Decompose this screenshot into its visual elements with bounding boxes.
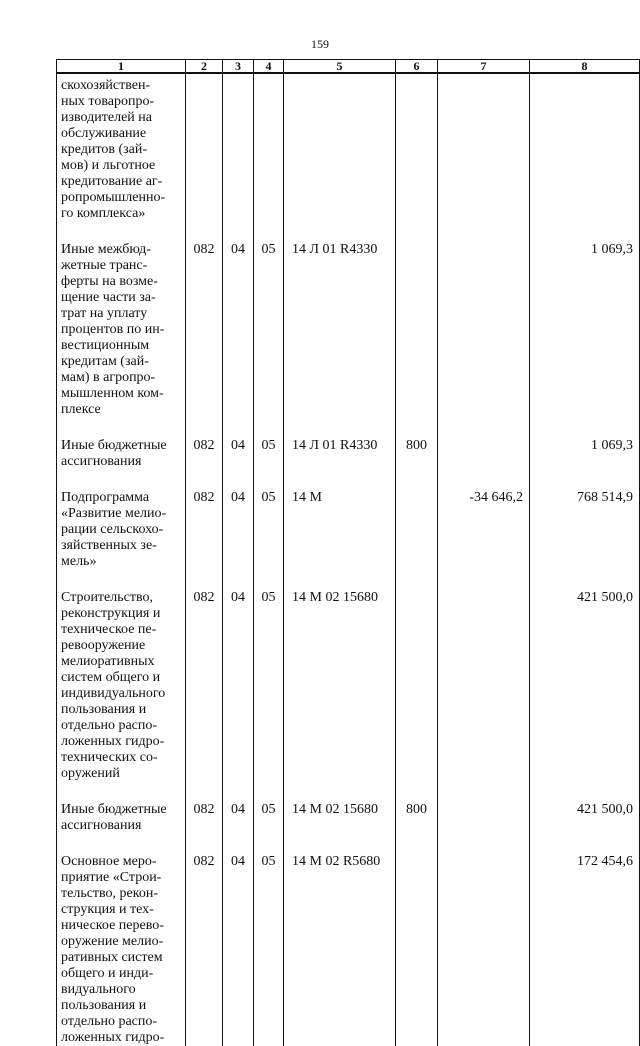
row-name: Строительство, реконструкция и техническое пе- ревооружение мелиоративных систем общего и индивидуального пользования и отдельно распо- ложенных гидро- технических со- оружений [57, 590, 186, 782]
table-row [57, 242, 640, 418]
table-row [57, 590, 640, 782]
header-col-2: 2 [186, 60, 223, 74]
row-spacer [57, 570, 640, 590]
row-csr: 14 Л 01 R4330 [284, 438, 396, 470]
row-change [438, 590, 530, 782]
header-col-7: 7 [438, 60, 530, 74]
row-grbs: 082 [186, 490, 223, 570]
row-rz: 04 [223, 802, 254, 834]
row-name: скохозяйствен- ных товаропро- изводителей на обслуживание кредитов (зай- мов) и льготное кредитование аг- ропромышленно- го комплекса» [57, 73, 186, 222]
row-csr [284, 73, 396, 222]
row-rz: 04 [223, 438, 254, 470]
row-csr: 14 М 02 15680 [284, 590, 396, 782]
row-pr: 05 [254, 802, 284, 834]
row-spacer [57, 470, 640, 490]
row-total [530, 73, 640, 222]
row-total: 1 069,3 [530, 242, 640, 418]
row-total: 1 069,3 [530, 438, 640, 470]
row-name: Основное меро- приятие «Строи- тельство, рекон- струкция и тех- ническое перево- оружение мелио- ративных систем общего и инди- видуального пользования и отдельно распо- ложенных гидро- [57, 854, 186, 1046]
row-pr: 05 [254, 490, 284, 570]
header-col-8: 8 [530, 60, 640, 74]
row-grbs: 082 [186, 242, 223, 418]
page-number: 159 [311, 37, 329, 51]
row-name: Подпрограмма «Развитие мелио- рации сельскохо- зяйственных зе- мель» [57, 490, 186, 570]
row-name: Иные межбюд- жетные транс- ферты на возме- щение части за- трат на уплату процентов по ин- вестиционным кредитам (зай- мам) в агропро- мышленном ком- плексе [57, 242, 186, 418]
row-grbs: 082 [186, 802, 223, 834]
row-pr: 05 [254, 590, 284, 782]
table-row [57, 802, 640, 834]
header-col-6: 6 [396, 60, 438, 74]
row-grbs: 082 [186, 438, 223, 470]
row-spacer [57, 222, 640, 242]
row-vr: 800 [396, 802, 438, 834]
row-change [438, 854, 530, 1046]
row-change [438, 73, 530, 222]
row-rz [223, 73, 254, 222]
row-vr [396, 490, 438, 570]
row-rz: 04 [223, 490, 254, 570]
row-rz: 04 [223, 590, 254, 782]
row-vr [396, 242, 438, 418]
budget-table [56, 59, 640, 1046]
header-col-3: 3 [223, 60, 254, 74]
row-name: Иные бюджетные ассигнования [57, 802, 186, 834]
row-pr [254, 73, 284, 222]
row-vr: 800 [396, 438, 438, 470]
table-row [57, 438, 640, 470]
row-pr: 05 [254, 242, 284, 418]
row-change: -34 646,2 [438, 490, 530, 570]
row-pr: 05 [254, 438, 284, 470]
header-col-5: 5 [284, 60, 396, 74]
row-vr [396, 590, 438, 782]
row-spacer [57, 418, 640, 438]
row-csr: 14 М [284, 490, 396, 570]
row-total: 421 500,0 [530, 802, 640, 834]
header-col-1: 1 [57, 60, 186, 74]
row-grbs: 082 [186, 854, 223, 1046]
row-vr [396, 73, 438, 222]
header-col-4: 4 [254, 60, 284, 74]
row-rz: 04 [223, 242, 254, 418]
row-spacer [57, 834, 640, 854]
row-total: 172 454,6 [530, 854, 640, 1046]
row-grbs: 082 [186, 590, 223, 782]
row-change [438, 438, 530, 470]
table-row [57, 854, 640, 1046]
row-total: 421 500,0 [530, 590, 640, 782]
row-name: Иные бюджетные ассигнования [57, 438, 186, 470]
row-pr: 05 [254, 854, 284, 1046]
row-csr: 14 М 02 R5680 [284, 854, 396, 1046]
row-csr: 14 Л 01 R4330 [284, 242, 396, 418]
row-change [438, 242, 530, 418]
row-grbs [186, 73, 223, 222]
table-header-row [57, 60, 640, 74]
row-vr [396, 854, 438, 1046]
row-csr: 14 М 02 15680 [284, 802, 396, 834]
table-row [57, 490, 640, 570]
row-total: 768 514,9 [530, 490, 640, 570]
row-rz: 04 [223, 854, 254, 1046]
table-row [57, 73, 640, 222]
row-spacer [57, 782, 640, 802]
row-change [438, 802, 530, 834]
